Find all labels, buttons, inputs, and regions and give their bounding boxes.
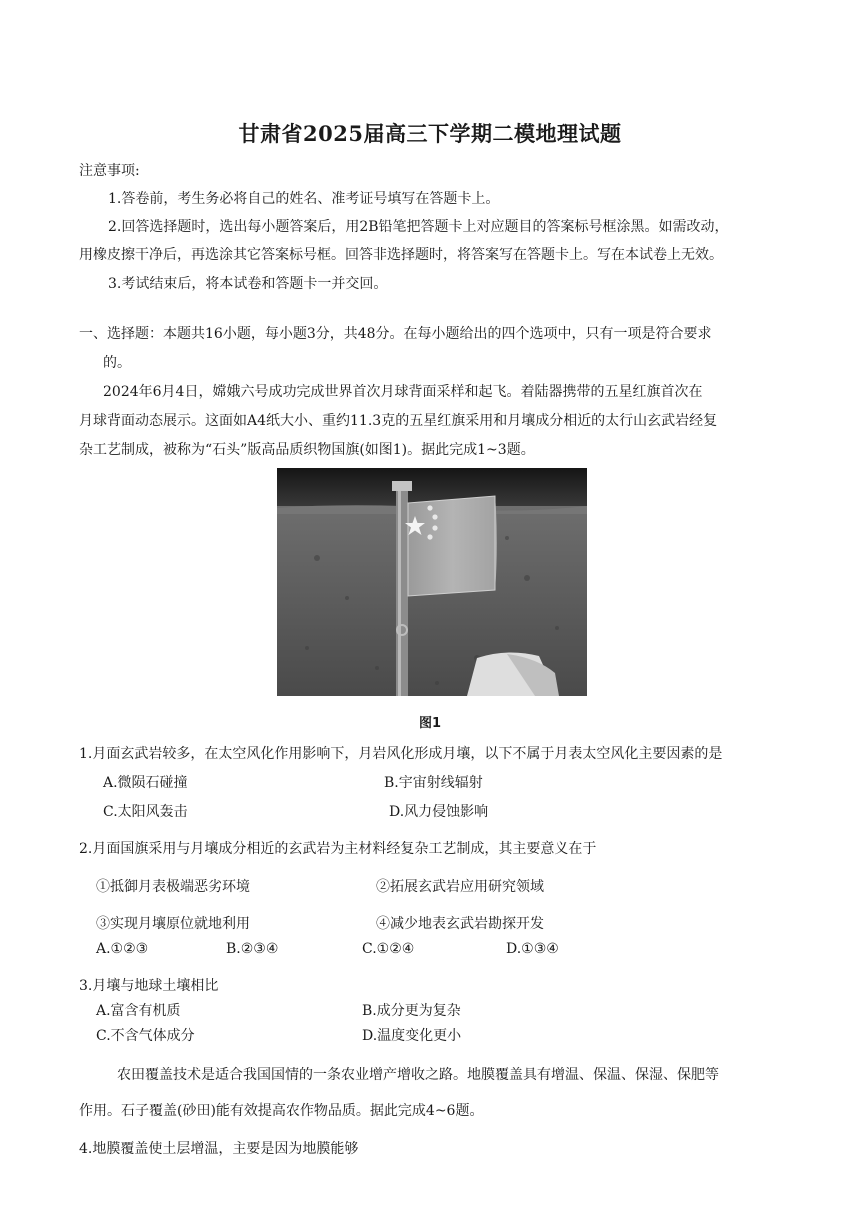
q2-option-c: C.①②④ <box>362 941 415 957</box>
passage-2-line-1: 农田覆盖技术是适合我国国情的一条农业增产增收之路。地膜覆盖具有增温、保温、保湿、保肥等 <box>117 1067 719 1083</box>
q2-statement-1: ①抵御月表极端恶劣环境 <box>96 879 250 895</box>
passage-1-line-1: 2024年6月4日，嫦娥六号成功完成世界首次月球背面采样和起飞。着陆器携带的五星红旗首次在 <box>103 384 703 400</box>
page-title: 甘肃省2025届高三下学期二模地理试题 <box>238 121 622 146</box>
q2-statement-4: ④减少地表玄武岩勘探开发 <box>376 916 544 932</box>
q3-option-b: B.成分更为复杂 <box>362 1003 461 1019</box>
notice-item-1: 1.答卷前，考生务必将自己的姓名、准考证号填写在答题卡上。 <box>108 191 500 207</box>
q2-option-a: A.①②③ <box>96 941 149 957</box>
q3-option-c: C.不含气体成分 <box>96 1028 195 1044</box>
lunar-flag-illustration <box>277 468 587 696</box>
passage-2-line-2: 作用。石子覆盖(砂田)能有效提高农作物品质。据此完成4~6题。 <box>79 1103 484 1119</box>
section-heading-line-2: 的。 <box>103 355 131 371</box>
q1-option-d: D.风力侵蚀影响 <box>389 804 489 820</box>
q3-option-a: A.富含有机质 <box>96 1003 181 1019</box>
q2-stem: 2.月面国旗采用与月壤成分相近的玄武岩为主材料经复杂工艺制成，其主要意义在于 <box>79 841 597 857</box>
notice-item-2-line-2: 用橡皮擦干净后，再选涂其它答案标号框。回答非选择题时，将答案写在答题卡上。写在本试卷上无效。 <box>79 247 723 263</box>
q1-option-b: B.宇宙射线辐射 <box>384 775 483 791</box>
q1-option-a: A.微陨石碰撞 <box>103 775 188 791</box>
q4-stem: 4.地膜覆盖使土层增温，主要是因为地膜能够 <box>79 1141 359 1157</box>
q2-option-d: D.①③④ <box>506 941 559 957</box>
lunar-flag-photo <box>277 468 587 696</box>
q2-option-b: B.②③④ <box>226 941 279 957</box>
notice-item-3: 3.考试结束后，将本试卷和答题卡一并交回。 <box>108 276 388 292</box>
section-heading-line-1: 一、选择题：本题共16小题，每小题3分，共48分。在每小题给出的四个选项中，只有一项是符合要求 <box>79 326 712 342</box>
notice-heading: 注意事项: <box>79 163 140 179</box>
passage-1-line-3: 杂工艺制成，被称为“石头”版高品质织物国旗(如图1)。据此完成1~3题。 <box>79 442 535 458</box>
q1-stem: 1.月面玄武岩较多，在太空风化作用影响下，月岩风化形成月壤，以下不属于月表太空风化主要因素的是 <box>79 746 723 762</box>
passage-1-line-2: 月球背面动态展示。这面如A4纸大小、重约11.3克的五星红旗采用和月壤成分相近的太行山玄武岩经复 <box>79 413 718 429</box>
q3-option-d: D.温度变化更小 <box>362 1028 462 1044</box>
notice-item-2-line-1: 2.回答选择题时，选出每小题答案后，用2B铅笔把答题卡上对应题目的答案标号框涂黑。如需改动， <box>108 219 729 235</box>
q1-option-c: C.太阳风轰击 <box>103 804 188 820</box>
q3-stem: 3.月壤与地球土壤相比 <box>79 978 219 994</box>
figure-caption: 图1 <box>418 716 442 731</box>
q2-statement-3: ③实现月壤原位就地利用 <box>96 916 250 932</box>
q2-statement-2: ②拓展玄武岩应用研究领域 <box>376 879 544 895</box>
